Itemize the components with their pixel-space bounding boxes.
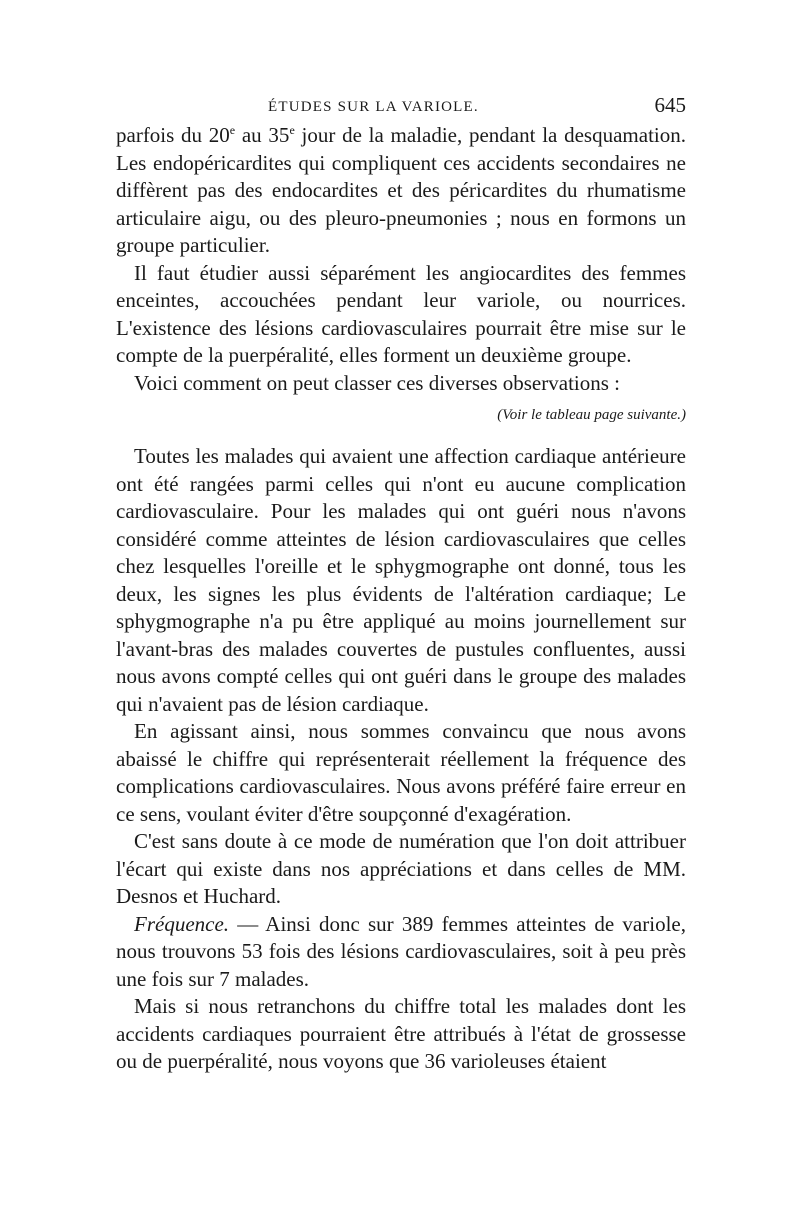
paragraph-4: Toutes les malades qui avaient une affection cardiaque antérieure ont été rangées parmi celles qui n'ont eu aucune complication cardiovasculaire. Pour les malades qui ont guéri nous n'avons considéré comme atteintes de lésion cardiovasculaires que celles chez lesquelles l'oreille et le sphygmographe ont donné, tous les deux, les signes les plus évidents de l'altération cardiaque; Le sphygmographe n'a pu être appliqué au moins journellement sur l'avant-bras des malades couvertes de pustules confluentes, aussi nous avons compté celles qui ont guéri dans le groupe des malades qui n'avaient pas de lésion cardiaque.: [116, 444, 686, 716]
paragraph-2: Il faut étudier aussi séparément les angiocardites des femmes enceintes, accouchées pendant leur variole, ou nourrices. L'existence des lésions cardiovasculaires pourrait être mise sur le compte de la puerpéralité, elles forment un deuxième groupe.: [116, 260, 686, 367]
ordinal-suffix: e: [289, 123, 295, 137]
page-body: [116, 122, 686, 1076]
paragraph-6: C'est sans doute à ce mode de numération que l'on doit attribuer l'écart qui existe dans nos appréciations et dans celles de MM. Desnos et Huchard.: [116, 829, 686, 908]
paragraph-7-lead: Fréquence.: [134, 911, 230, 936]
page-header: [116, 93, 686, 119]
table-reference-note: (Voir le tableau page suivante.): [497, 407, 686, 423]
ordinal-suffix: e: [229, 123, 236, 137]
paragraph-7: [116, 911, 686, 994]
paragraph-1-rest: jour de la maladie, pendant la desquamation. Les endopéricardites qui compliquent ces accidents secondaires ne diffèrent pas des endocardites et des péricardites du rhumatisme articulaire aigu, ou des pleuro-pneumonies ; nous en formons un groupe particulier.: [116, 123, 686, 257]
paragraph-3: Voici comment on peut classer ces diverses observations :: [134, 370, 620, 395]
paragraph-8: Mais si nous retranchons du chiffre total les malades dont les accidents cardiaques pourraient être attribués à l'état de grossesse ou de puerpéralité, nous voyons que 36 varioleuses étaient: [116, 994, 686, 1073]
paragraph-1: [116, 122, 686, 260]
running-head: ÉTUDES SUR LA VARIOLE.: [268, 99, 479, 115]
paragraph-1-middle: au 35: [235, 123, 290, 147]
paragraph-7-text: — Ainsi donc sur 389 femmes atteintes de variole, nous trouvons 53 fois des lésions cardiovasculaires, soit à peu près une fois sur 7 malades.: [116, 911, 686, 991]
page-number: 645: [654, 93, 686, 117]
paragraph-1-start: parfois du 20: [116, 123, 230, 147]
paragraph-5: En agissant ainsi, nous sommes convaincu que nous avons abaissé le chiffre qui représenterait réellement la fréquence des complications cardiovasculaires. Nous avons préféré faire erreur en ce sens, voulant éviter d'être soupçonné d'exagération.: [116, 719, 686, 826]
